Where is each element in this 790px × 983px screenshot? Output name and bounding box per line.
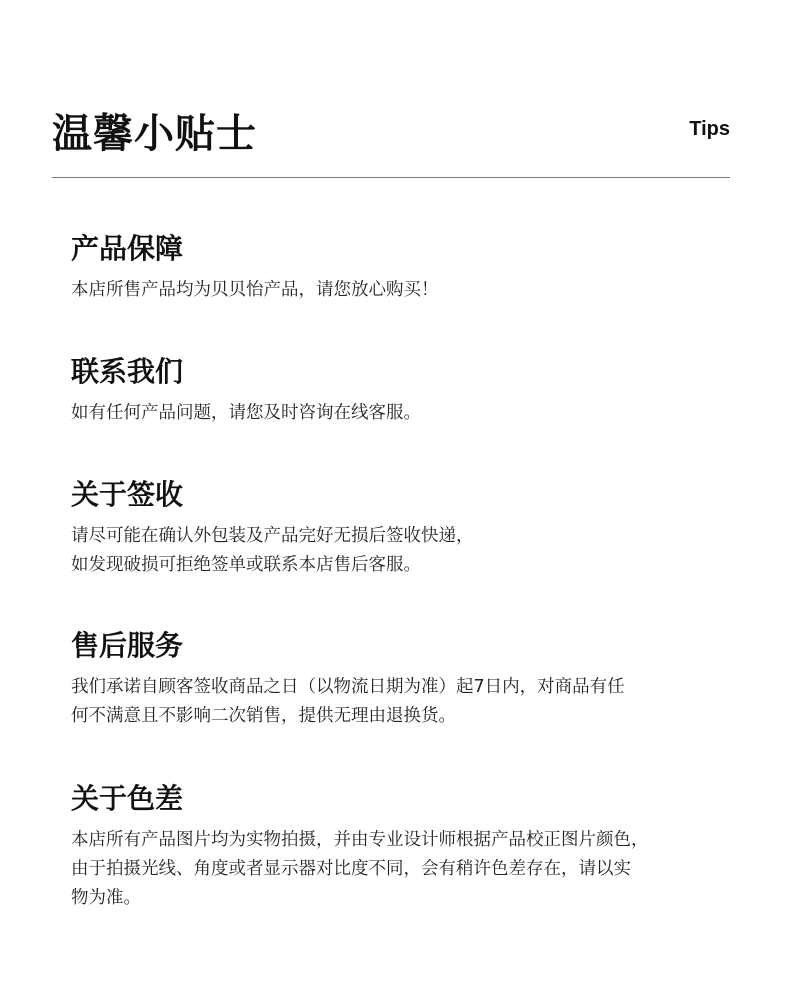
section-body	[71, 826, 731, 913]
section-line: 如发现破损可拒绝签单或联系本店售后客服。	[71, 555, 421, 575]
section-line: 本店所售产品均为贝贝怡产品，请您放心购买！	[71, 280, 439, 300]
section-product-guarantee	[71, 231, 731, 305]
section-line: 请尽可能在确认外包装及产品完好无损后签收快递，	[71, 526, 474, 546]
section-heading: 关于色差	[71, 782, 184, 815]
section-body	[71, 399, 731, 428]
section-line: 本店所有产品图片均为实物拍摄，并由专业设计师根据产品校正图片颜色，	[71, 830, 649, 850]
section-heading: 售后服务	[71, 629, 184, 662]
page-header	[52, 96, 730, 156]
header-divider	[52, 177, 730, 178]
page-title: 温馨小贴士	[52, 111, 257, 157]
section-line: 如有任何产品问题，请您及时咨询在线客服。	[71, 403, 421, 423]
section-line: 何不满意且不影响二次销售，提供无理由退换货。	[71, 706, 456, 726]
section-heading: 产品保障	[71, 232, 184, 265]
section-about-receipt	[71, 477, 731, 580]
section-heading: 联系我们	[71, 355, 184, 388]
section-line: 物为准。	[71, 888, 141, 908]
section-line: 我们承诺自顾客签收商品之日（以物流日期为准）起7日内，对商品有任	[71, 677, 625, 697]
section-body	[71, 276, 731, 305]
section-contact-us	[71, 354, 731, 428]
section-line: 由于拍摄光线、角度或者显示器对比度不同，会有稍许色差存在，请以实	[71, 859, 631, 879]
section-color-difference	[71, 781, 731, 913]
section-body	[71, 522, 731, 580]
section-body	[71, 673, 731, 731]
tips-label: Tips	[689, 118, 730, 140]
section-heading: 关于签收	[71, 478, 184, 511]
section-after-sales	[71, 628, 731, 731]
